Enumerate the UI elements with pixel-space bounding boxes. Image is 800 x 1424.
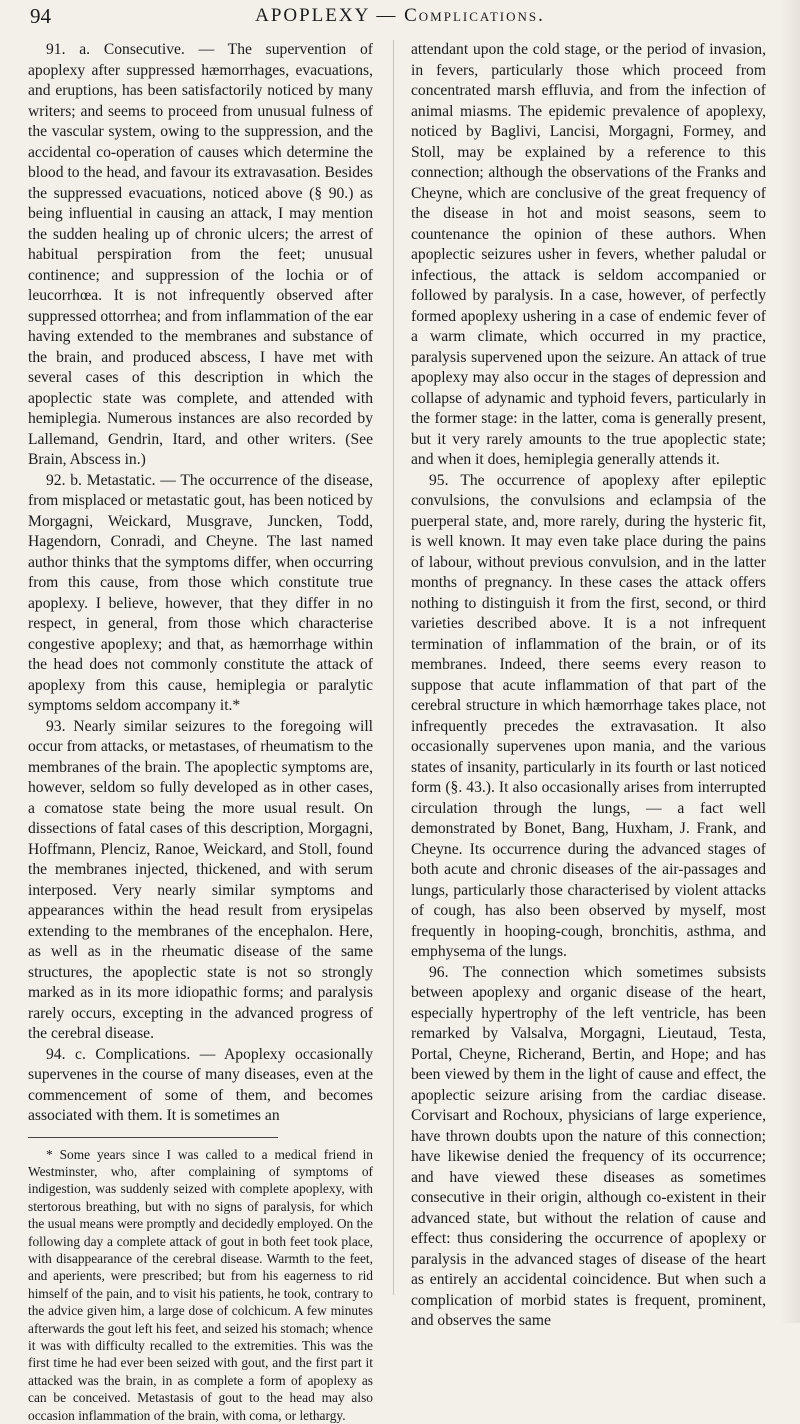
paragraph-92: 92. b. Metastatic. — The occurrence of the disease, from misplaced or metastatic gout, has been noticed by Morgagni, Weickard, Musgrave, Juncken, Todd, Hagendorn, Conradi, and Cheyne. The last named author thinks that the symptoms differ, when occurring from this cause, from those which constitute true apoplexy. I believe, however, that they differ in no respect, in general, from those which characterise congestive apoplexy; and that, as hæmorrhage within the head does not commonly constitute the attack of apoplexy from this cause, hemiplegia or paralytic symptoms seldom accompany it.* — [28, 471, 373, 717]
column-divider — [393, 40, 394, 1295]
running-title: APOPLEXY — Complications. — [30, 5, 770, 27]
paragraph-94-continued: attendant upon the cold stage, or the period of invasion, in fevers, particularly those which proceed from concentrated marsh effluvia, and from the infection of animal miasms. The epidemic prevalence of apoplexy, noticed by Baglivi, Lancisi, Morgagni, Formey, and Stoll, may be explained by a reference to this connection; although the observations of the Franks and Cheyne, which are conclusive of the great frequency of the disease in hot and moist seasons, seem to countenance the opinion of these authors. When apoplectic seizures usher in fevers, whether paludal or infectious, the attack is seldom accompanied or followed by paralysis. In a case, however, of perfectly formed apoplexy ushering in a case of endemic fever of a warm climate, which occurred in my practice, paralysis supervened upon the seizure. An attack of true apoplexy may also occur in the stages of depression and collapse of adynamic and typhoid fevers, particularly in the former stage: in the latter, coma is generally present, but it very rarely amounts to the true apoplectic state; and when it does, hemiplegia generally attends it. — [411, 40, 766, 471]
page-edge-shadow — [780, 0, 800, 1323]
footnote-divider — [28, 1137, 278, 1138]
page-header — [30, 4, 770, 34]
paragraph-95: 95. The occurrence of apoplexy after epileptic convulsions, the convulsions and eclampsia of the puerperal state, and, more rarely, during the hysteric fit, is well known. It may even take place during the pains of labour, without previous convulsion, and in the latter months of pregnancy. In these cases the attack offers nothing to distinguish it from the first, second, or third varieties described above. It is a not infrequent termination of inflammation of the brain, or of its membranes. Indeed, there seems every reason to suppose that acute inflammation of that part of the cerebral structure in which hæmorrhage takes place, not infrequently precedes the extravasation. It also occasionally supervenes upon mania, and the various states of insanity, particularly in its fourth or last noticed form (§. 43.). It also occasionally arises from interrupted circulation through the lungs, — a fact well demonstrated by Bonet, Bang, Huxham, J. Frank, and Cheyne. Its occurrence during the advanced stages of both acute and chronic diseases of the air-passages and lungs, particularly those characterised by violent attacks of cough, has also been observed by myself, most frequently in hooping-cough, bronchitis, asthma, and emphysema of the lungs. — [411, 471, 766, 963]
right-column — [411, 40, 766, 1332]
paragraph-94: 94. c. Complications. — Apoplexy occasionally supervenes in the course of many diseases, even at the commencement of some of them, and becomes associated with them. It is sometimes an — [28, 1045, 373, 1127]
page-number: 94 — [30, 4, 51, 29]
paragraph-96: 96. The connection which sometimes subsists between apoplexy and organic disease of the heart, especially hypertrophy of the left ventricle, has been remarked by Valsalva, Morgagni, Lieutaud, Testa, Portal, Cheyne, Richerand, Bertin, and Hope; and has been viewed by them in the light of cause and effect, the apoplectic seizure arising from the cardiac disease. Corvisart and Rochoux, physicians of large experience, have thrown doubts upon the nature of this connection; have likewise denied the frequency of its occurrence; and have viewed these diseases as sometimes consecutive in their origin, although co-existent in their advanced state, but without the relation of cause and effect: thus considering the occurrence of apoplexy or paralysis in the advanced stages of disease of the heart as entirely an accidental coincidence. But when such a complication of morbid states is frequent, prominent, and observes the same — [411, 963, 766, 1332]
left-column — [28, 40, 373, 1424]
paragraph-93: 93. Nearly similar seizures to the foregoing will occur from attacks, or metastases, of rheumatism to the membranes of the brain. The apoplectic symptoms are, however, seldom so fully developed as in other cases, a comatose state being the more usual result. On dissections of fatal cases of this description, Morgagni, Hoffmann, Plenciz, Ranoe, Weickard, and Stoll, found the membranes injected, thickened, and with serum interposed. Very nearly similar symptoms and appearances within the head result from erysipelas extending to the membranes of the encephalon. Here, as well as in the rheumatic disease of the same structures, the apoplectic state is not so strongly marked as in its more idiopathic forms; and paralysis rarely occurs, excepting in the advanced progress of the cerebral disease. — [28, 717, 373, 1045]
footnote: * Some years since I was called to a medical friend in Westminster, who, after complaining of symptoms of indigestion, was suddenly seized with complete apoplexy, with stertorous breathing, but with no signs of paralysis, for which the usual means were promptly and decidedly employed. On the following day a complete attack of gout in both feet took place, with disappearance of the cerebral disease. Warmth to the feet, and aperients, were prescribed; but from his eagerness to rid himself of the pain, and to visit his patients, he took, contrary to the advice given him, a large dose of colchicum. A few minutes afterwards the gout left his feet, and seized his stomach; whence it was with difficulty recalled to the extremities. This was the first time he had ever been seized with gout, and the first part it attacked was the brain, in as complete a form of apoplexy as can be conceived. Metastasis of gout to the head may also occasion inflammation of the brain, with coma, or lethargy. — [28, 1146, 373, 1424]
paragraph-91: 91. a. Consecutive. — The supervention of apoplexy after suppressed hæmorrhages, evacuations, and eruptions, has been satisfactorily noticed by many writers; and seems to proceed from unusual fulness of the vascular system, owing to the suppression, and the accidental co-operation of causes which determine the blood to the head, and favour its extravasation. Besides the suppressed evacuations, noticed above (§ 90.) as being influential in causing an attack, I may mention the sudden healing up of chronic ulcers; the arrest of habitual perspiration from the feet; unusual continence; and suppression of the lochia or of leucorrhœa. It is not infrequently observed after suppressed ottorrhea; and from inflammation of the ear having extended to the membranes and substance of the brain, and produced abscess, I have met with several cases of this description in which the apoplectic state was complete, and attended with hemiplegia. Numerous instances are also recorded by Lallemand, Gendrin, Itard, and other writers. (See Brain, Abscess in.) — [28, 40, 373, 471]
